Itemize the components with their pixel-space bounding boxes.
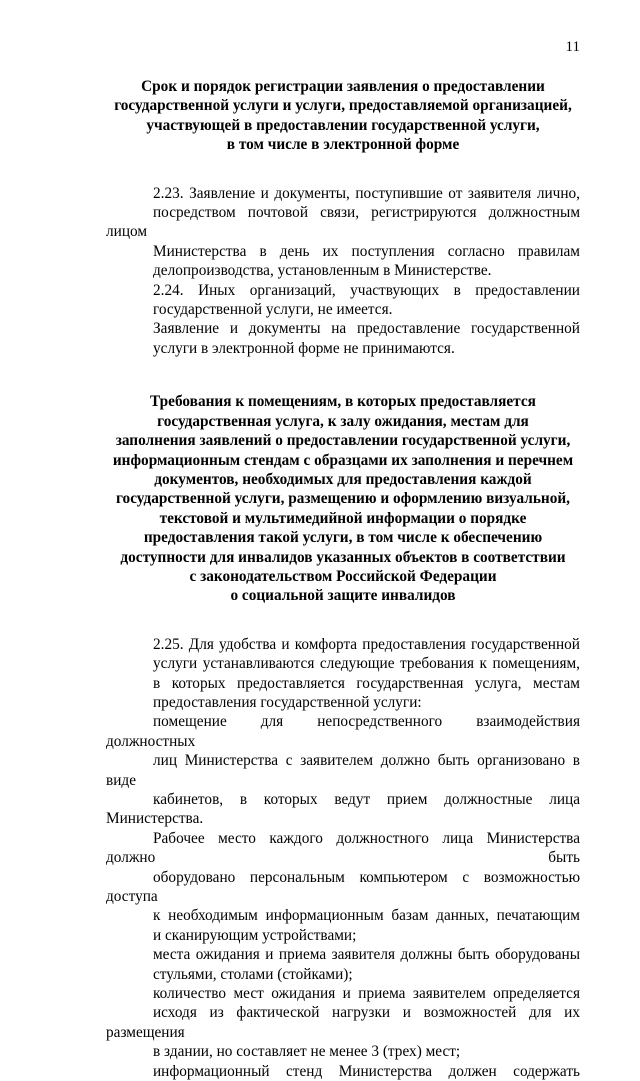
section-heading-registration	[106, 0, 580, 155]
paragraph-line: количество мест ожидания и приема заявителем определяется	[153, 985, 580, 1003]
paragraph-line: исходя из фактической нагрузки и возможностей для их размещения	[106, 1004, 580, 1041]
paragraph-line: помещение для непосредственного взаимодействия должностных	[106, 713, 580, 750]
paragraph-line: в здании, но составляет не менее 3 (трех) мест;	[153, 1043, 461, 1061]
paragraph	[106, 1062, 580, 1081]
section-heading-premises-requirements	[106, 392, 580, 605]
paragraph-line: предоставления государственной услуги:	[153, 693, 422, 711]
heading-line: доступности для инвалидов указанных объектов в соответствии	[120, 548, 566, 566]
paragraph	[106, 184, 580, 281]
heading-line: предоставления такой услуги, в том числе к обеспечению	[143, 529, 543, 547]
heading-line: в том числе в электронной форме	[226, 136, 460, 154]
paragraph-line: информационный стенд Министерства должен содержать	[153, 1062, 580, 1080]
paragraph	[106, 281, 580, 320]
heading-line: текстовой и мультимедийной информации о порядке	[159, 509, 527, 527]
heading-line: Срок и порядок регистрации заявления о предоставлении	[141, 78, 545, 95]
section-body-premises-requirements	[106, 635, 580, 1081]
paragraph-line: оборудовано персональным компьютером с возможностью доступа	[106, 868, 580, 906]
paragraph-line: стульями, столами (стойками);	[153, 965, 353, 983]
paragraph-line: к необходимым информационным базам данных, печатающим	[153, 907, 580, 925]
heading-line: государственная услуга, к залу ожидания, местам для	[157, 412, 529, 430]
paragraph-line: и сканирующим устройствами;	[153, 926, 357, 944]
paragraph-line: 2.23. Заявление и документы, поступившие от заявителя лично,	[153, 184, 580, 202]
heading-line: государственной услуги, размещению и оформлению визуальной,	[115, 490, 571, 508]
heading-line: информационным стендам с образцами их заполнения и перечнем	[112, 451, 574, 469]
paragraph	[106, 319, 580, 358]
paragraph-line: Рабочее место каждого должностного лица Министерства должно быть	[106, 829, 580, 867]
paragraph-line: делопроизводства, установленным в Министерстве.	[153, 262, 492, 280]
paragraph-line: Заявление и документы на предоставление государственной	[153, 320, 580, 338]
section-body-registration	[106, 184, 580, 359]
paragraph-line: услуги устанавливаются следующие требования к помещениям,	[153, 655, 580, 673]
paragraph-line: лиц Министерства с заявителем должно быть организовано в виде	[106, 752, 580, 789]
paragraph-line: услуги в электронной форме не принимаются.	[153, 339, 455, 357]
paragraph-line: 2.24. Иных организаций, участвующих в предоставлении	[153, 281, 580, 299]
heading-line: о социальной защите инвалидов	[230, 587, 456, 605]
paragraph	[106, 635, 580, 713]
paragraph-line: посредством почтовой связи, регистрируются должностным лицом	[106, 204, 580, 241]
heading-line: государственной услуги и услуги, предоставляемой организацией,	[114, 97, 572, 115]
heading-line: Требования к помещениям, в которых предоставляется	[150, 393, 536, 411]
paragraph-line: в которых предоставляется государственная услуга, местам	[153, 674, 580, 692]
paragraph	[106, 945, 580, 984]
paragraph-line: государственной услуги, не имеется.	[153, 301, 393, 319]
paragraph-line: Министерства в день их поступления согласно правилам	[153, 242, 580, 260]
page-number: 11	[565, 39, 580, 55]
heading-line: с законодательством Российской Федерации	[189, 567, 497, 585]
paragraph-line: кабинетов, в которых ведут прием должностные лица Министерства.	[106, 791, 580, 828]
heading-line: заполнения заявлений о предоставлении государственной услуги,	[115, 432, 571, 450]
paragraph-line: места ожидания и приема заявителя должны быть оборудованы	[153, 946, 580, 964]
heading-line: документов, необходимых для предоставления каждой	[154, 470, 532, 488]
heading-line: участвующей в предоставлении государственной услуги,	[146, 116, 540, 134]
paragraph-line: 2.25. Для удобства и комфорта предоставления государственной	[153, 635, 580, 653]
paragraph	[106, 984, 580, 1062]
paragraph	[106, 712, 580, 945]
